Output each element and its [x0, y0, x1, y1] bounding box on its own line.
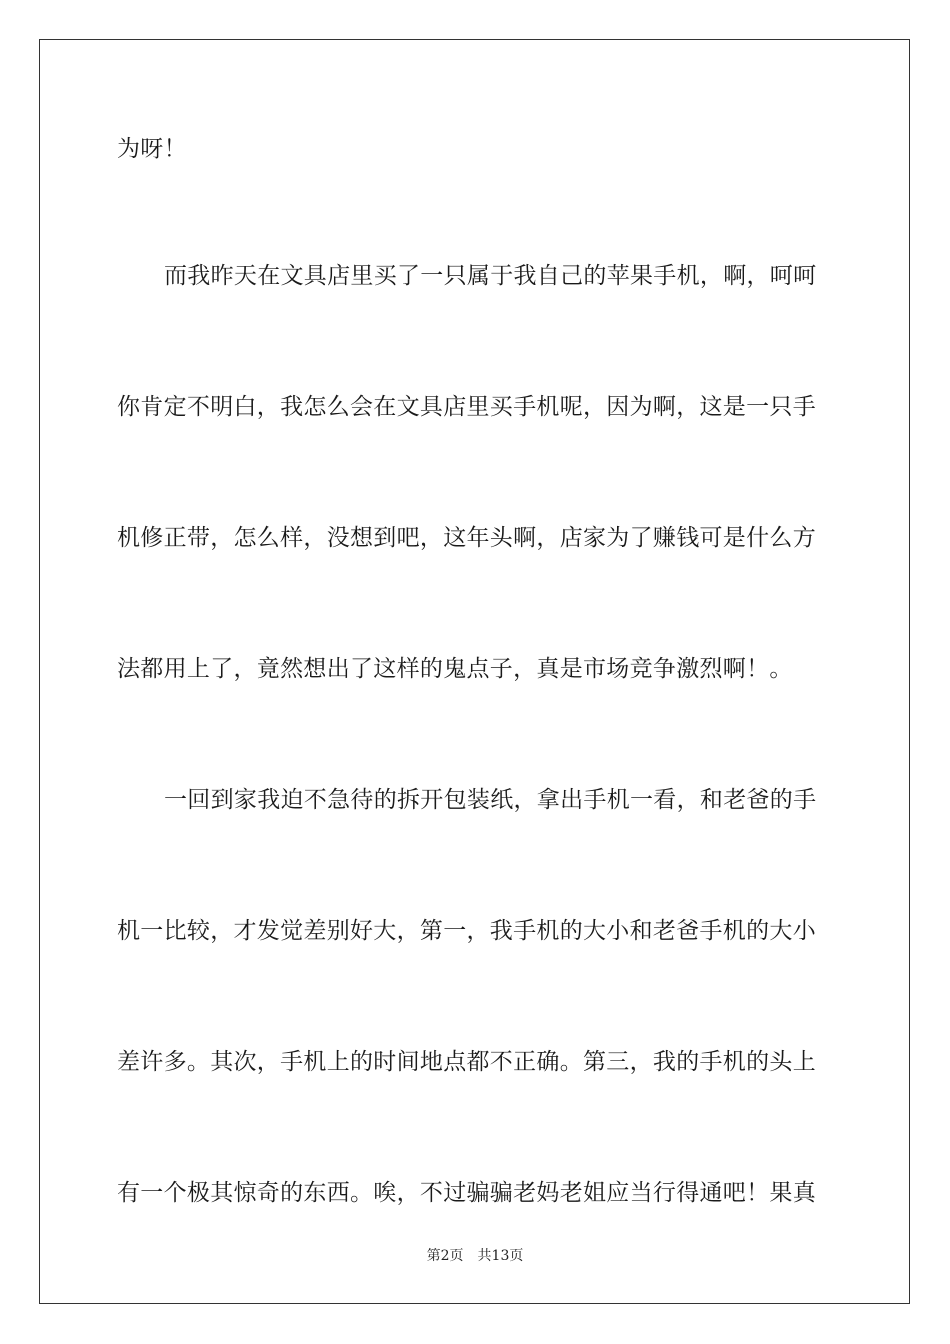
text-line-5: 法都用上了，竟然想出了这样的鬼点子，真是市场竞争激烈啊！。	[117, 656, 793, 682]
text-line-3: 你肯定不明白，我怎么会在文具店里买手机呢，因为啊，这是一只手	[117, 394, 816, 420]
page-footer	[0, 1246, 950, 1266]
text-line-6: 一回到家我迫不急待的拆开包装纸，拿出手机一看，和老爸的手	[164, 787, 817, 813]
text-line-2: 而我昨天在文具店里买了一只属于我自己的苹果手机，啊，呵呵	[164, 263, 817, 289]
text-line-1: 为呀！	[117, 136, 187, 162]
text-line-8: 差许多。其次，手机上的时间地点都不正确。第三，我的手机的头上	[117, 1049, 816, 1075]
text-line-4: 机修正带，怎么样，没想到吧，这年头啊，店家为了赚钱可是什么方	[117, 525, 816, 551]
text-line-9: 有一个极其惊奇的东西。唉，不过骗骗老妈老姐应当行得通吧！果真	[117, 1180, 816, 1206]
page-total: 共13页	[477, 1248, 524, 1264]
text-line-7: 机一比较，才发觉差别好大，第一，我手机的大小和老爸手机的大小	[117, 918, 816, 944]
page-number: 第2页	[426, 1248, 464, 1264]
